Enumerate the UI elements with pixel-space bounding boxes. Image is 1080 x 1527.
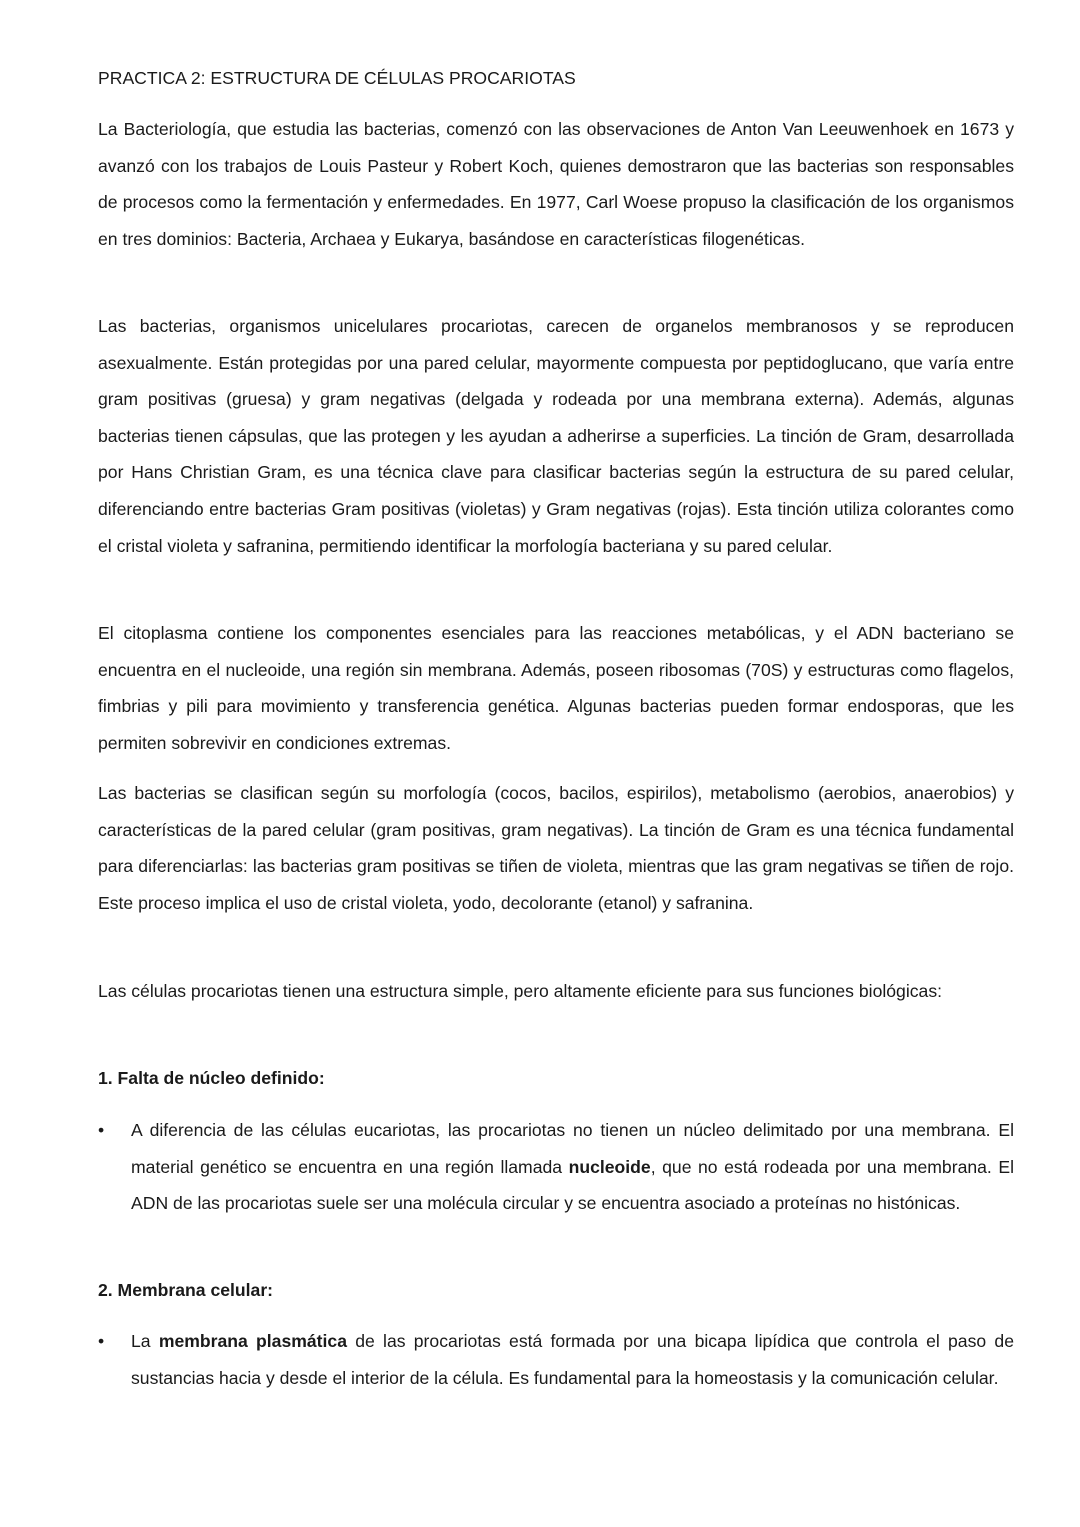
paragraph-cytoplasm: El citoplasma contiene los componentes esenciales para las reacciones metabólicas, y el ADN bacteriano se encuentra en el nucleoide, una región sin membrana. Además, poseen ribosomas (70S) y estructuras como flagelos, fimbrias y pili para movimiento y transferencia genética. Algunas bacterias pueden formar endosporas, que les permiten sobrevivir en condiciones extremas. [98,623,1014,753]
paragraph-intro-prokaryotes: Las células procariotas tienen una estructura simple, pero altamente eficiente para sus funciones biológicas: [98,981,943,1001]
paragraph-classification: Las bacterias se clasifican según su morfología (cocos, bacilos, espirilos), metabolismo (aerobios, anaerobios) y características de la pared celular (gram positivas, gram negativas). La tinción de Gram es una técnica fundamental para diferenciarlas: las bacterias gram positivas se tiñen de violeta, mientras que las gram negativas se tiñen de rojo. Este proceso implica el uso de cristal violeta, yodo, decolorante (etanol) y safranina. [98,783,1014,913]
text-segment: A diferencia de las células eucariotas, las procariotas no tienen un núcleo delimitado por una membrana. El material genético se encuentra en una región llamada [131,1120,1014,1177]
bullet-icon: • [98,1331,105,1351]
list-item-nucleus [98,1112,1014,1222]
list-item-text [131,1112,1014,1222]
paragraph-bacteria-structure: Las bacterias, organismos unicelulares procariotas, carecen de organelos membranosos y se reproducen asexualmente. Están protegidas por una pared celular, mayormente compuesta por peptidoglucano, que varía entre gram positivas (gruesa) y gram negativas (delgada y rodeada por una membrana externa). Además, algunas bacterias tienen cápsulas, que las protegen y les ayudan a adherirse a superficies. La tinción de Gram, desarrollada por Hans Christian Gram, es una técnica clave para clasificar bacterias según la estructura de su pared celular, diferenciando entre bacterias Gram positivas (violetas) y Gram negativas (rojas). Esta tinción utiliza colorantes como el cristal violeta y safranina, permitiendo identificar la morfología bacteriana y su pared celular. [98,316,1014,556]
text-segment: , que no está rodeada por una membrana. El ADN de las procariotas suele ser una molécula circular y se encuentra asociado a proteínas no histónicas. [131,1156,1014,1214]
text-segment: La [131,1331,159,1351]
bold-term: membrana plasmática [158,1331,347,1351]
paragraph-history: La Bacteriología, que estudia las bacterias, comenzó con las observaciones de Anton Van Leeuwenhoek en 1673 y avanzó con los trabajos de Louis Pasteur y Robert Koch, quienes demostraron que las bacterias son responsables de procesos como la fermentación y enfermedades. En 1977, Carl Woese propuso la clasificación de los organismos en tres dominios: Bacteria, Archaea y Eukarya, basándose en características filogenéticas. [98,119,1014,249]
page-title: PRACTICA 2: ESTRUCTURA DE CÉLULAS PROCARIOTAS [98,68,576,88]
section-heading-nucleus: 1. Falta de núcleo definido: [98,1068,325,1088]
list-item-text [131,1323,1014,1396]
list-item-membrane [98,1323,1014,1396]
bullet-icon: • [98,1120,105,1140]
section-heading-membrane: 2. Membrana celular: [98,1280,274,1300]
bold-term: nucleoide [568,1156,651,1177]
text-segment: de las procariotas está formada por una bicapa lipídica que controla el paso de sustancias hacia y desde el interior de la célula. Es fundamental para la homeostasis y la comunicación celular. [131,1331,1014,1388]
